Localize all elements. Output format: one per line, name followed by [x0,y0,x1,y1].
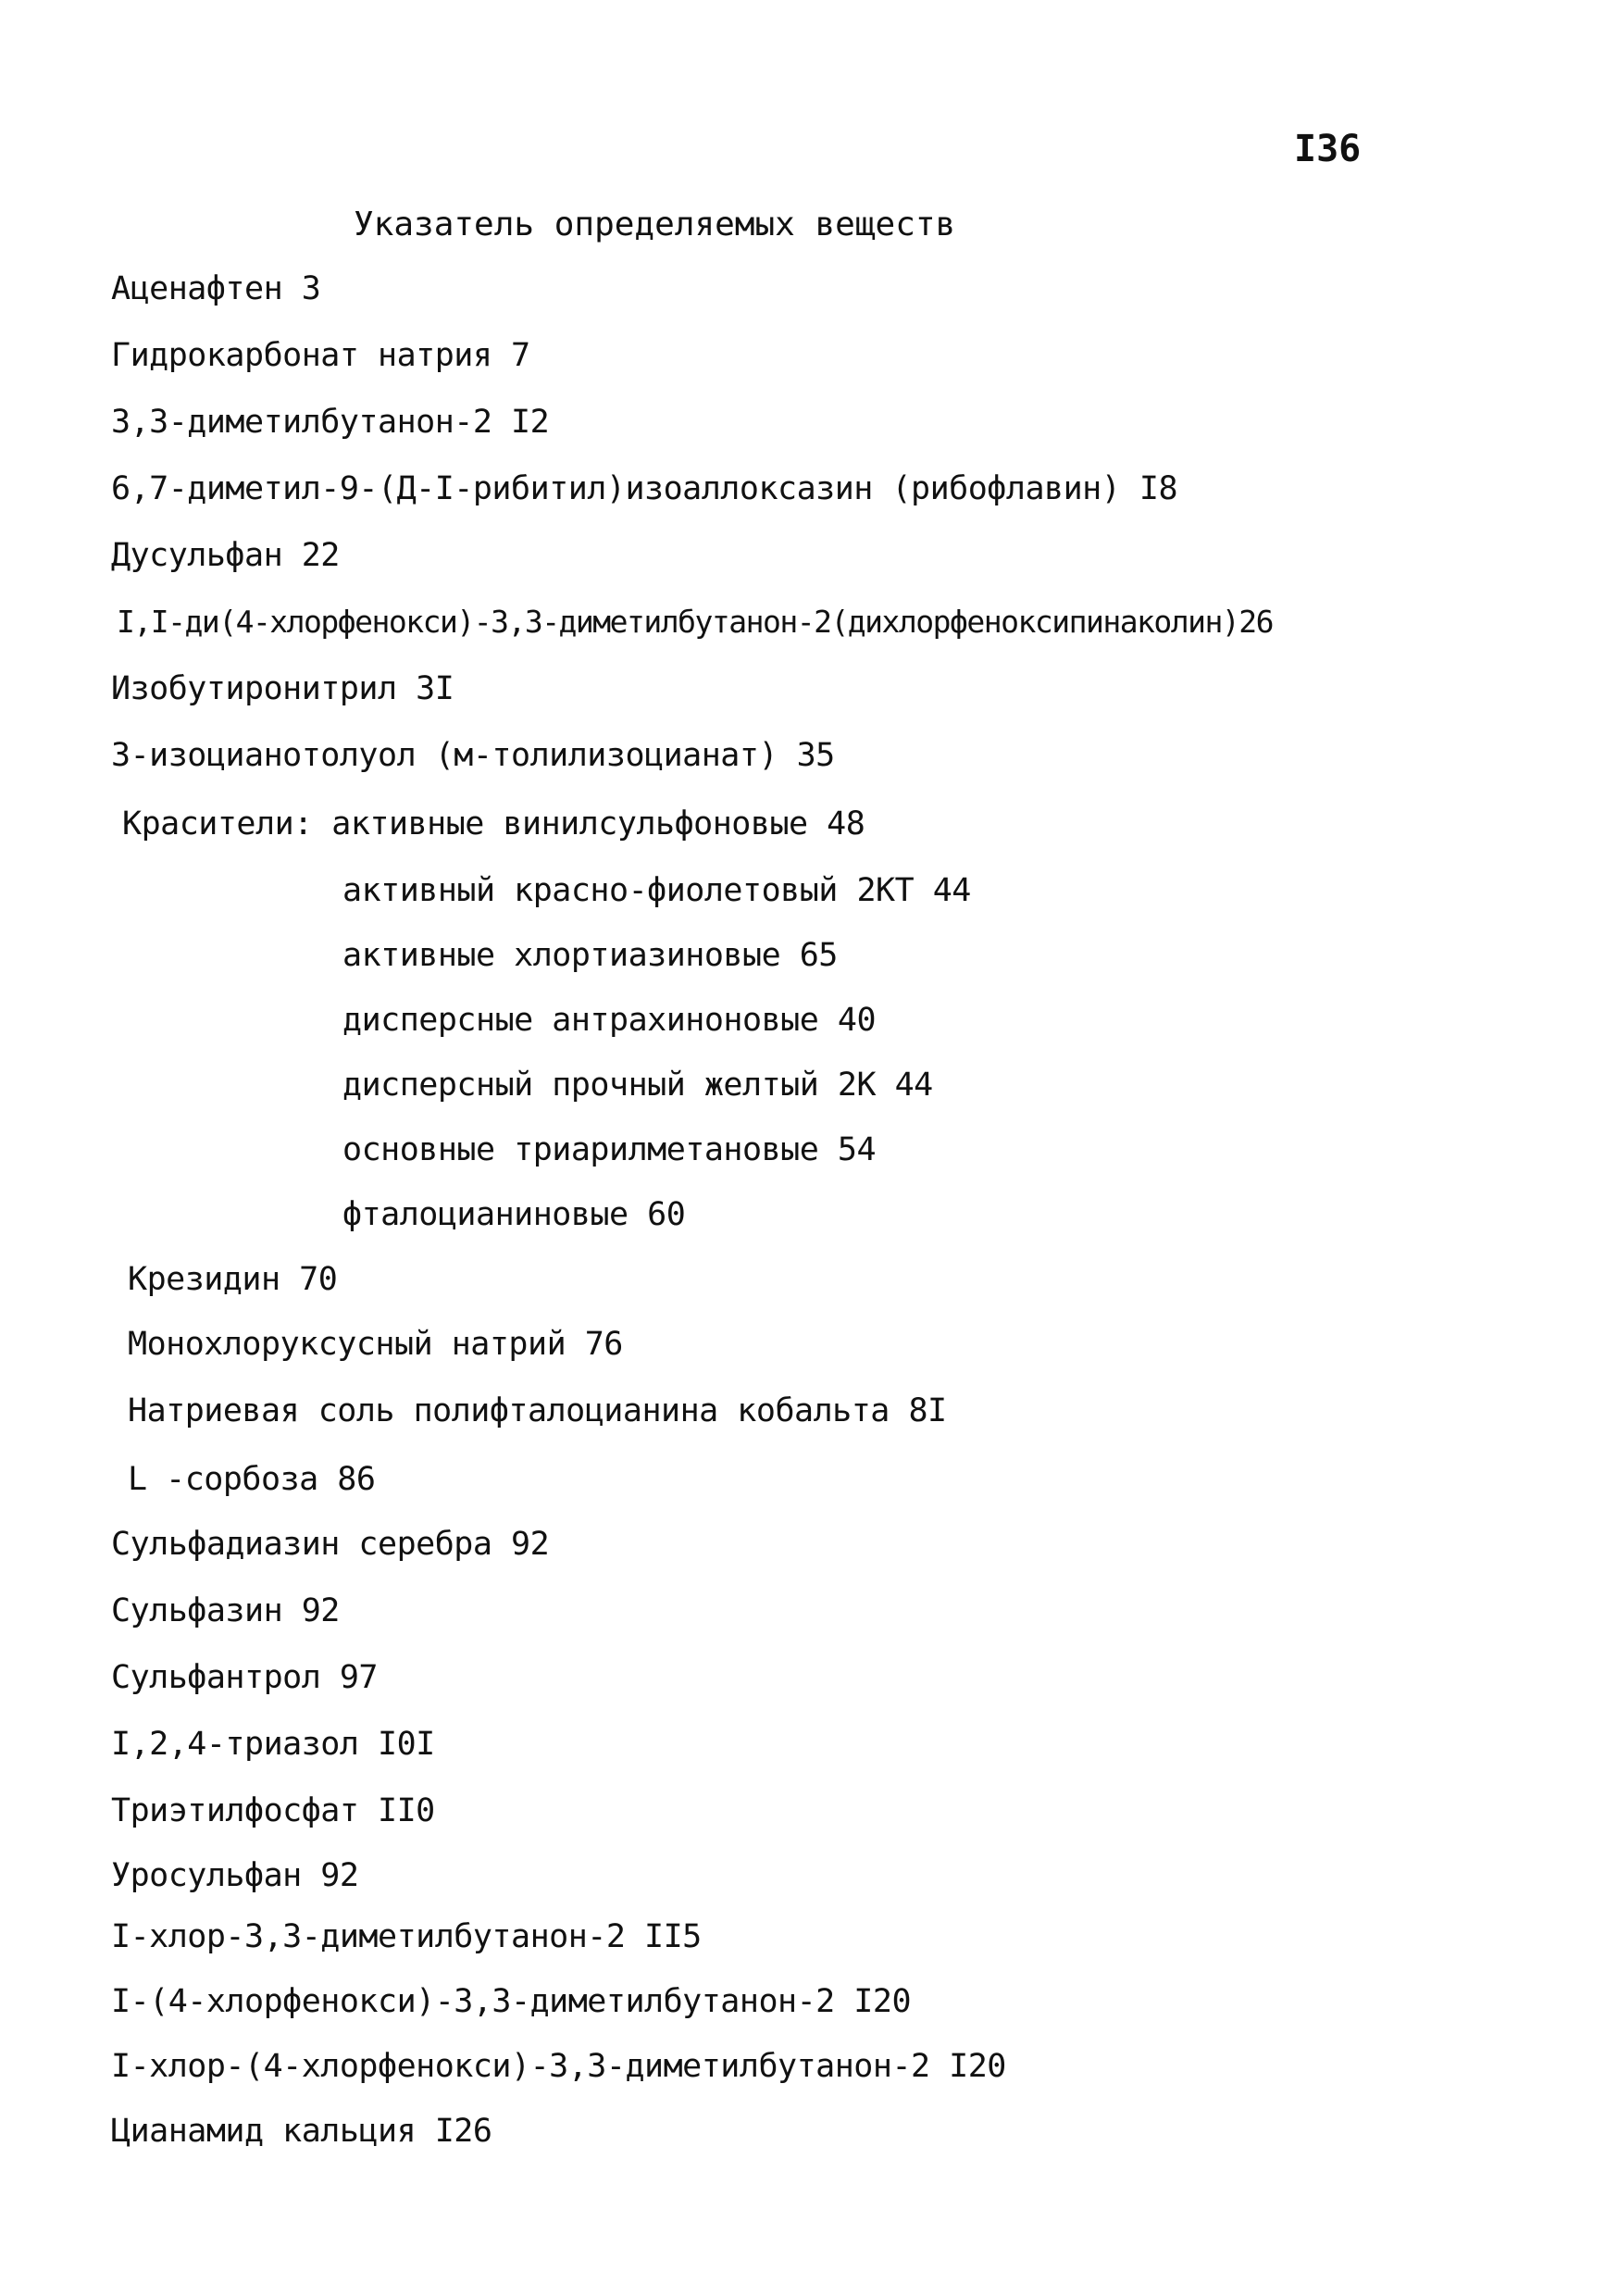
index-subentry: активные хлортиазиновые 65 [342,937,838,974]
index-entry: L -сорбоза 86 [128,1461,376,1498]
index-entry: Сульфазин 92 [111,1592,340,1629]
index-entry: I,I-ди(4-хлорфенокси)-3,3-диметилбутанон-2(дихлорфеноксипинаколин)26 [117,604,1274,640]
index-entry: Сульфантрол 97 [111,1659,379,1696]
index-subentry: дисперсные антрахиноновые 40 [342,1002,877,1039]
index-entry: Натриевая соль полифталоцианина кобальта 8I [128,1392,947,1429]
index-entry: Монохлоруксусный натрий 76 [128,1326,623,1363]
index-entry: 3-изоцианотолуол (м-толилизоцианат) 35 [111,737,835,774]
index-entry: Цианамид кальция I26 [111,2113,492,2150]
index-entry: Изобутиронитрил 3I [111,670,454,707]
index-entry: I,2,4-триазол I0I [111,1726,435,1763]
index-entry: Триэтилфосфат II0 [111,1792,435,1829]
index-entry: 6,7-диметил-9-(Д-I-рибитил)изоаллоксазин (рибофлавин) I8 [111,470,1178,507]
index-subentry: дисперсный прочный желтый 2К 44 [342,1067,933,1104]
index-entry: 3,3-диметилбутанон-2 I2 [111,404,550,441]
index-subentry: основные триарилметановые 54 [342,1131,877,1168]
index-entry: I-(4-хлорфенокси)-3,3-диметилбутанон-2 I20 [111,1983,912,2020]
index-entry: Красители: активные винилсульфоновые 48 [122,805,865,842]
index-entry: I-хлор-(4-хлорфенокси)-3,3-диметилбутанон-2 I20 [111,2048,1006,2085]
index-subentry: фталоцианиновые 60 [342,1196,686,1233]
page-number: I36 [1294,128,1362,170]
index-entry: Сульфадиазин серебра 92 [111,1526,550,1563]
index-subentry: активный красно-фиолетовый 2КТ 44 [342,872,971,909]
index-heading: Указатель определяемых веществ [354,206,956,243]
index-entry: I-хлор-3,3-диметилбутанон-2 II5 [111,1918,702,1955]
index-entry: Гидрокарбонат натрия 7 [111,337,530,374]
index-entry: Дусульфан 22 [111,537,340,574]
index-entry: Аценафтен 3 [111,270,321,307]
index-entry: Крезидин 70 [128,1261,338,1298]
index-entry: Уросульфан 92 [111,1857,359,1894]
